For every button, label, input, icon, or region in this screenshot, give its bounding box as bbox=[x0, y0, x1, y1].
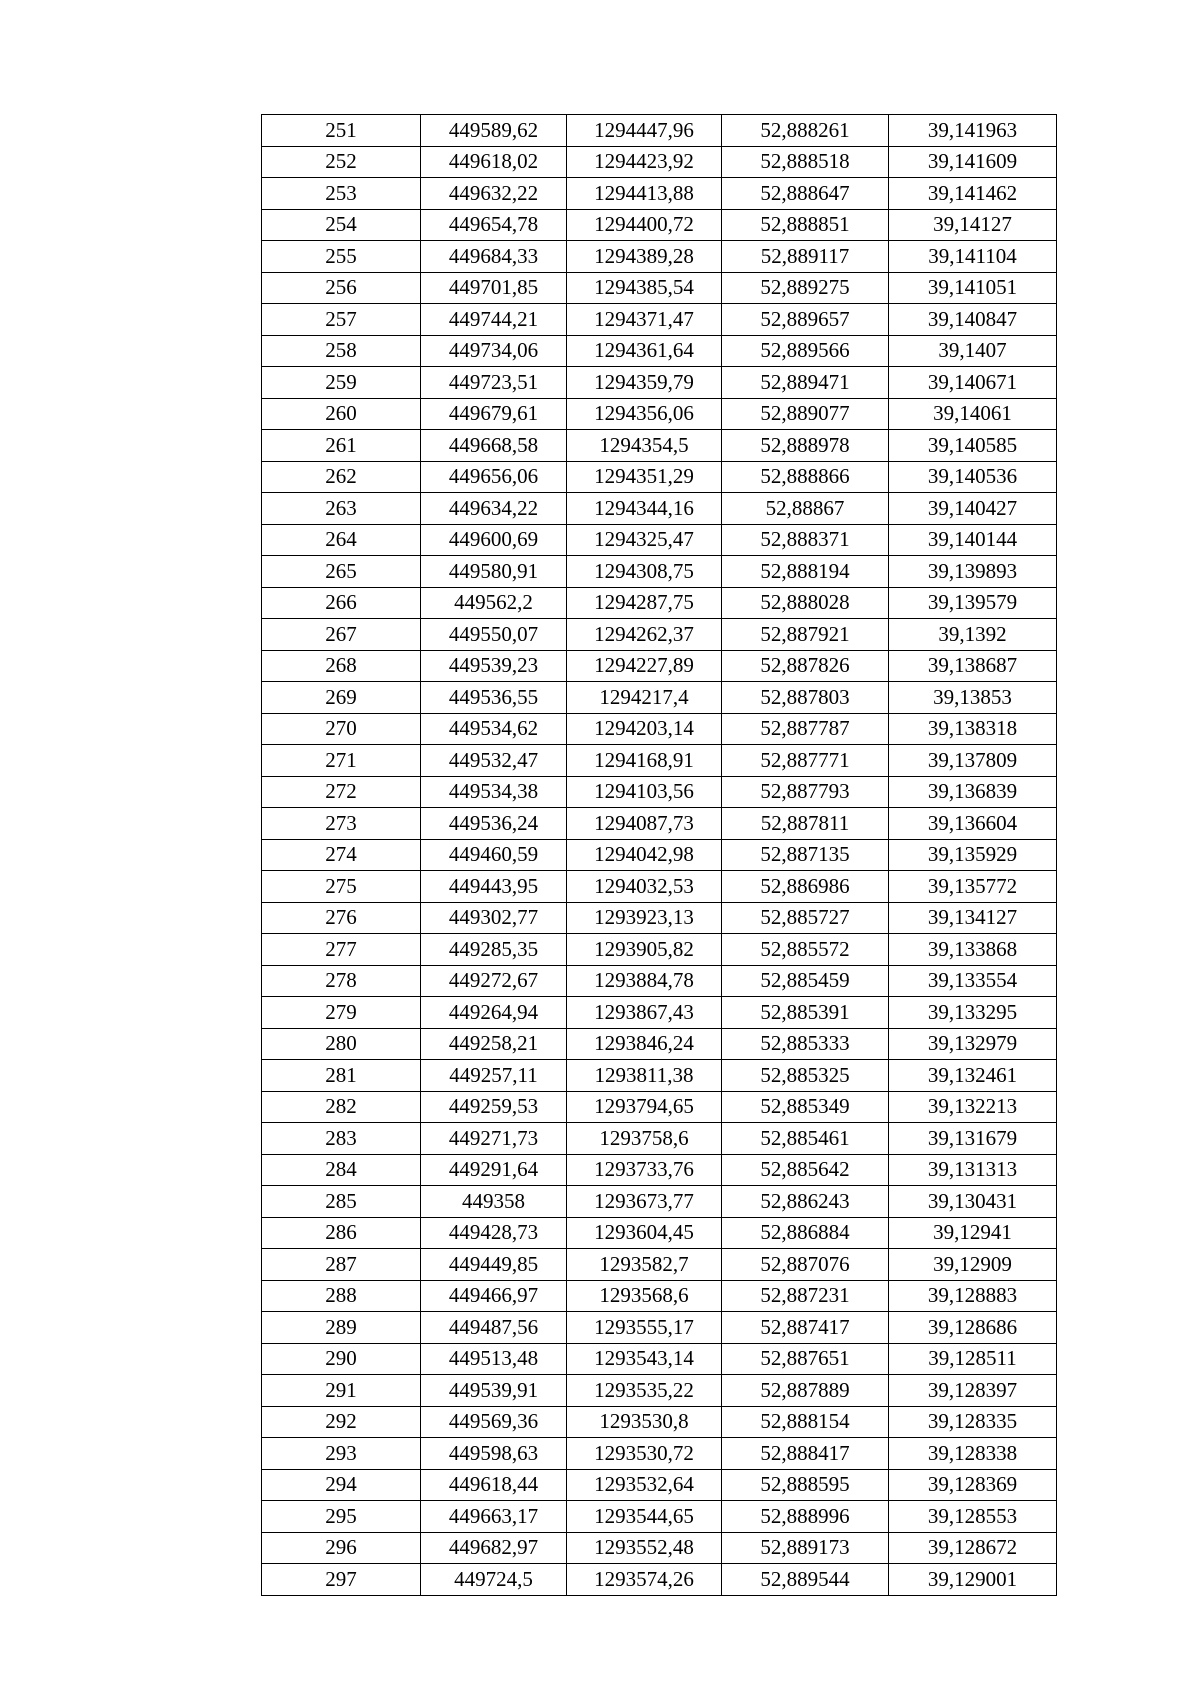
longitude-cell: 39,133554 bbox=[889, 965, 1057, 997]
point-number-cell: 278 bbox=[262, 965, 421, 997]
x-coordinate-cell: 449618,02 bbox=[421, 146, 567, 178]
x-coordinate-cell: 449428,73 bbox=[421, 1217, 567, 1249]
y-coordinate-cell: 1293555,17 bbox=[567, 1312, 722, 1344]
y-coordinate-cell: 1293568,6 bbox=[567, 1280, 722, 1312]
y-coordinate-cell: 1293758,6 bbox=[567, 1123, 722, 1155]
latitude-cell: 52,888028 bbox=[722, 587, 889, 619]
x-coordinate-cell: 449618,44 bbox=[421, 1469, 567, 1501]
latitude-cell: 52,887803 bbox=[722, 682, 889, 714]
point-number-cell: 286 bbox=[262, 1217, 421, 1249]
longitude-cell: 39,128553 bbox=[889, 1501, 1057, 1533]
longitude-cell: 39,13853 bbox=[889, 682, 1057, 714]
latitude-cell: 52,885642 bbox=[722, 1154, 889, 1186]
point-number-cell: 264 bbox=[262, 524, 421, 556]
y-coordinate-cell: 1293530,72 bbox=[567, 1438, 722, 1470]
x-coordinate-cell: 449271,73 bbox=[421, 1123, 567, 1155]
latitude-cell: 52,887651 bbox=[722, 1343, 889, 1375]
y-coordinate-cell: 1293574,26 bbox=[567, 1564, 722, 1596]
point-number-cell: 294 bbox=[262, 1469, 421, 1501]
y-coordinate-cell: 1293552,48 bbox=[567, 1532, 722, 1564]
longitude-cell: 39,128511 bbox=[889, 1343, 1057, 1375]
table-row bbox=[262, 335, 1057, 367]
point-number-cell: 276 bbox=[262, 902, 421, 934]
x-coordinate-cell: 449550,07 bbox=[421, 619, 567, 651]
latitude-cell: 52,886986 bbox=[722, 871, 889, 903]
longitude-cell: 39,132213 bbox=[889, 1091, 1057, 1123]
y-coordinate-cell: 1294325,47 bbox=[567, 524, 722, 556]
point-number-cell: 257 bbox=[262, 304, 421, 336]
point-number-cell: 295 bbox=[262, 1501, 421, 1533]
coordinates-table bbox=[261, 114, 1057, 1596]
x-coordinate-cell: 449569,36 bbox=[421, 1406, 567, 1438]
x-coordinate-cell: 449257,11 bbox=[421, 1060, 567, 1092]
table-row bbox=[262, 1438, 1057, 1470]
y-coordinate-cell: 1293544,65 bbox=[567, 1501, 722, 1533]
latitude-cell: 52,885325 bbox=[722, 1060, 889, 1092]
table-row bbox=[262, 1091, 1057, 1123]
y-coordinate-cell: 1294423,92 bbox=[567, 146, 722, 178]
longitude-cell: 39,141104 bbox=[889, 241, 1057, 273]
table-row bbox=[262, 997, 1057, 1029]
point-number-cell: 268 bbox=[262, 650, 421, 682]
table-row bbox=[262, 713, 1057, 745]
table-row bbox=[262, 1186, 1057, 1218]
point-number-cell: 281 bbox=[262, 1060, 421, 1092]
latitude-cell: 52,888851 bbox=[722, 209, 889, 241]
y-coordinate-cell: 1294287,75 bbox=[567, 587, 722, 619]
point-number-cell: 263 bbox=[262, 493, 421, 525]
longitude-cell: 39,14127 bbox=[889, 209, 1057, 241]
y-coordinate-cell: 1294400,72 bbox=[567, 209, 722, 241]
table-row bbox=[262, 587, 1057, 619]
table-row bbox=[262, 1564, 1057, 1596]
x-coordinate-cell: 449724,5 bbox=[421, 1564, 567, 1596]
y-coordinate-cell: 1294413,88 bbox=[567, 178, 722, 210]
y-coordinate-cell: 1293811,38 bbox=[567, 1060, 722, 1092]
x-coordinate-cell: 449358 bbox=[421, 1186, 567, 1218]
y-coordinate-cell: 1294361,64 bbox=[567, 335, 722, 367]
y-coordinate-cell: 1293846,24 bbox=[567, 1028, 722, 1060]
point-number-cell: 262 bbox=[262, 461, 421, 493]
point-number-cell: 261 bbox=[262, 430, 421, 462]
longitude-cell: 39,128369 bbox=[889, 1469, 1057, 1501]
x-coordinate-cell: 449684,33 bbox=[421, 241, 567, 273]
y-coordinate-cell: 1293794,65 bbox=[567, 1091, 722, 1123]
latitude-cell: 52,888595 bbox=[722, 1469, 889, 1501]
x-coordinate-cell: 449634,22 bbox=[421, 493, 567, 525]
table-row bbox=[262, 934, 1057, 966]
longitude-cell: 39,134127 bbox=[889, 902, 1057, 934]
table-row bbox=[262, 965, 1057, 997]
table-row bbox=[262, 1280, 1057, 1312]
x-coordinate-cell: 449723,51 bbox=[421, 367, 567, 399]
x-coordinate-cell: 449443,95 bbox=[421, 871, 567, 903]
point-number-cell: 289 bbox=[262, 1312, 421, 1344]
point-number-cell: 269 bbox=[262, 682, 421, 714]
longitude-cell: 39,1407 bbox=[889, 335, 1057, 367]
latitude-cell: 52,888261 bbox=[722, 115, 889, 147]
latitude-cell: 52,885349 bbox=[722, 1091, 889, 1123]
latitude-cell: 52,889173 bbox=[722, 1532, 889, 1564]
point-number-cell: 291 bbox=[262, 1375, 421, 1407]
table-row bbox=[262, 146, 1057, 178]
table-row bbox=[262, 1532, 1057, 1564]
x-coordinate-cell: 449600,69 bbox=[421, 524, 567, 556]
longitude-cell: 39,140427 bbox=[889, 493, 1057, 525]
x-coordinate-cell: 449487,56 bbox=[421, 1312, 567, 1344]
longitude-cell: 39,141051 bbox=[889, 272, 1057, 304]
longitude-cell: 39,128883 bbox=[889, 1280, 1057, 1312]
table-row bbox=[262, 493, 1057, 525]
longitude-cell: 39,128335 bbox=[889, 1406, 1057, 1438]
x-coordinate-cell: 449536,24 bbox=[421, 808, 567, 840]
y-coordinate-cell: 1293733,76 bbox=[567, 1154, 722, 1186]
point-number-cell: 292 bbox=[262, 1406, 421, 1438]
x-coordinate-cell: 449285,35 bbox=[421, 934, 567, 966]
longitude-cell: 39,132461 bbox=[889, 1060, 1057, 1092]
point-number-cell: 272 bbox=[262, 776, 421, 808]
longitude-cell: 39,139893 bbox=[889, 556, 1057, 588]
longitude-cell: 39,128338 bbox=[889, 1438, 1057, 1470]
y-coordinate-cell: 1293530,8 bbox=[567, 1406, 722, 1438]
y-coordinate-cell: 1294262,37 bbox=[567, 619, 722, 651]
x-coordinate-cell: 449259,53 bbox=[421, 1091, 567, 1123]
x-coordinate-cell: 449302,77 bbox=[421, 902, 567, 934]
table-row bbox=[262, 682, 1057, 714]
longitude-cell: 39,1392 bbox=[889, 619, 1057, 651]
longitude-cell: 39,140671 bbox=[889, 367, 1057, 399]
point-number-cell: 252 bbox=[262, 146, 421, 178]
y-coordinate-cell: 1294042,98 bbox=[567, 839, 722, 871]
y-coordinate-cell: 1293884,78 bbox=[567, 965, 722, 997]
table-row bbox=[262, 461, 1057, 493]
x-coordinate-cell: 449539,91 bbox=[421, 1375, 567, 1407]
point-number-cell: 251 bbox=[262, 115, 421, 147]
longitude-cell: 39,141963 bbox=[889, 115, 1057, 147]
point-number-cell: 266 bbox=[262, 587, 421, 619]
point-number-cell: 285 bbox=[262, 1186, 421, 1218]
point-number-cell: 275 bbox=[262, 871, 421, 903]
point-number-cell: 254 bbox=[262, 209, 421, 241]
table-row bbox=[262, 839, 1057, 871]
table-row bbox=[262, 619, 1057, 651]
y-coordinate-cell: 1294344,16 bbox=[567, 493, 722, 525]
longitude-cell: 39,12909 bbox=[889, 1249, 1057, 1281]
table-row bbox=[262, 650, 1057, 682]
x-coordinate-cell: 449682,97 bbox=[421, 1532, 567, 1564]
point-number-cell: 288 bbox=[262, 1280, 421, 1312]
table-row bbox=[262, 902, 1057, 934]
longitude-cell: 39,131313 bbox=[889, 1154, 1057, 1186]
table-row bbox=[262, 556, 1057, 588]
latitude-cell: 52,887826 bbox=[722, 650, 889, 682]
y-coordinate-cell: 1294389,28 bbox=[567, 241, 722, 273]
latitude-cell: 52,888518 bbox=[722, 146, 889, 178]
y-coordinate-cell: 1294356,06 bbox=[567, 398, 722, 430]
point-number-cell: 293 bbox=[262, 1438, 421, 1470]
y-coordinate-cell: 1294308,75 bbox=[567, 556, 722, 588]
latitude-cell: 52,885459 bbox=[722, 965, 889, 997]
point-number-cell: 279 bbox=[262, 997, 421, 1029]
x-coordinate-cell: 449536,55 bbox=[421, 682, 567, 714]
latitude-cell: 52,889117 bbox=[722, 241, 889, 273]
longitude-cell: 39,139579 bbox=[889, 587, 1057, 619]
latitude-cell: 52,888978 bbox=[722, 430, 889, 462]
latitude-cell: 52,887135 bbox=[722, 839, 889, 871]
x-coordinate-cell: 449656,06 bbox=[421, 461, 567, 493]
y-coordinate-cell: 1294351,29 bbox=[567, 461, 722, 493]
point-number-cell: 258 bbox=[262, 335, 421, 367]
table-row bbox=[262, 430, 1057, 462]
y-coordinate-cell: 1294103,56 bbox=[567, 776, 722, 808]
longitude-cell: 39,12941 bbox=[889, 1217, 1057, 1249]
table-row bbox=[262, 398, 1057, 430]
longitude-cell: 39,138687 bbox=[889, 650, 1057, 682]
point-number-cell: 255 bbox=[262, 241, 421, 273]
longitude-cell: 39,129001 bbox=[889, 1564, 1057, 1596]
latitude-cell: 52,889544 bbox=[722, 1564, 889, 1596]
point-number-cell: 273 bbox=[262, 808, 421, 840]
point-number-cell: 267 bbox=[262, 619, 421, 651]
x-coordinate-cell: 449668,58 bbox=[421, 430, 567, 462]
longitude-cell: 39,128686 bbox=[889, 1312, 1057, 1344]
x-coordinate-cell: 449534,62 bbox=[421, 713, 567, 745]
coordinates-table-body bbox=[262, 115, 1057, 1596]
longitude-cell: 39,133295 bbox=[889, 997, 1057, 1029]
table-row bbox=[262, 1406, 1057, 1438]
longitude-cell: 39,135772 bbox=[889, 871, 1057, 903]
latitude-cell: 52,887793 bbox=[722, 776, 889, 808]
longitude-cell: 39,14061 bbox=[889, 398, 1057, 430]
table-row bbox=[262, 1501, 1057, 1533]
table-row bbox=[262, 1312, 1057, 1344]
x-coordinate-cell: 449272,67 bbox=[421, 965, 567, 997]
latitude-cell: 52,889566 bbox=[722, 335, 889, 367]
latitude-cell: 52,887076 bbox=[722, 1249, 889, 1281]
latitude-cell: 52,888371 bbox=[722, 524, 889, 556]
x-coordinate-cell: 449291,64 bbox=[421, 1154, 567, 1186]
table-row bbox=[262, 524, 1057, 556]
x-coordinate-cell: 449513,48 bbox=[421, 1343, 567, 1375]
table-row bbox=[262, 178, 1057, 210]
latitude-cell: 52,888866 bbox=[722, 461, 889, 493]
x-coordinate-cell: 449539,23 bbox=[421, 650, 567, 682]
point-number-cell: 296 bbox=[262, 1532, 421, 1564]
point-number-cell: 290 bbox=[262, 1343, 421, 1375]
longitude-cell: 39,137809 bbox=[889, 745, 1057, 777]
y-coordinate-cell: 1294227,89 bbox=[567, 650, 722, 682]
latitude-cell: 52,887889 bbox=[722, 1375, 889, 1407]
longitude-cell: 39,131679 bbox=[889, 1123, 1057, 1155]
latitude-cell: 52,886243 bbox=[722, 1186, 889, 1218]
y-coordinate-cell: 1293673,77 bbox=[567, 1186, 722, 1218]
latitude-cell: 52,888194 bbox=[722, 556, 889, 588]
x-coordinate-cell: 449679,61 bbox=[421, 398, 567, 430]
longitude-cell: 39,132979 bbox=[889, 1028, 1057, 1060]
latitude-cell: 52,885391 bbox=[722, 997, 889, 1029]
latitude-cell: 52,887811 bbox=[722, 808, 889, 840]
longitude-cell: 39,128397 bbox=[889, 1375, 1057, 1407]
y-coordinate-cell: 1293905,82 bbox=[567, 934, 722, 966]
y-coordinate-cell: 1293532,64 bbox=[567, 1469, 722, 1501]
x-coordinate-cell: 449701,85 bbox=[421, 272, 567, 304]
longitude-cell: 39,141609 bbox=[889, 146, 1057, 178]
y-coordinate-cell: 1294354,5 bbox=[567, 430, 722, 462]
latitude-cell: 52,885333 bbox=[722, 1028, 889, 1060]
x-coordinate-cell: 449466,97 bbox=[421, 1280, 567, 1312]
y-coordinate-cell: 1294359,79 bbox=[567, 367, 722, 399]
latitude-cell: 52,885461 bbox=[722, 1123, 889, 1155]
latitude-cell: 52,888154 bbox=[722, 1406, 889, 1438]
longitude-cell: 39,140536 bbox=[889, 461, 1057, 493]
point-number-cell: 283 bbox=[262, 1123, 421, 1155]
point-number-cell: 274 bbox=[262, 839, 421, 871]
x-coordinate-cell: 449580,91 bbox=[421, 556, 567, 588]
latitude-cell: 52,888996 bbox=[722, 1501, 889, 1533]
table-row bbox=[262, 241, 1057, 273]
y-coordinate-cell: 1294217,4 bbox=[567, 682, 722, 714]
table-row bbox=[262, 1217, 1057, 1249]
table-row bbox=[262, 1060, 1057, 1092]
table-row bbox=[262, 776, 1057, 808]
table-row bbox=[262, 745, 1057, 777]
y-coordinate-cell: 1293582,7 bbox=[567, 1249, 722, 1281]
x-coordinate-cell: 449534,38 bbox=[421, 776, 567, 808]
point-number-cell: 259 bbox=[262, 367, 421, 399]
point-number-cell: 265 bbox=[262, 556, 421, 588]
point-number-cell: 270 bbox=[262, 713, 421, 745]
y-coordinate-cell: 1294385,54 bbox=[567, 272, 722, 304]
table-row bbox=[262, 1249, 1057, 1281]
longitude-cell: 39,135929 bbox=[889, 839, 1057, 871]
point-number-cell: 260 bbox=[262, 398, 421, 430]
x-coordinate-cell: 449663,17 bbox=[421, 1501, 567, 1533]
x-coordinate-cell: 449589,62 bbox=[421, 115, 567, 147]
y-coordinate-cell: 1294087,73 bbox=[567, 808, 722, 840]
table-row bbox=[262, 1343, 1057, 1375]
longitude-cell: 39,140144 bbox=[889, 524, 1057, 556]
y-coordinate-cell: 1293923,13 bbox=[567, 902, 722, 934]
y-coordinate-cell: 1293535,22 bbox=[567, 1375, 722, 1407]
table-row bbox=[262, 304, 1057, 336]
table-row bbox=[262, 1028, 1057, 1060]
y-coordinate-cell: 1294032,53 bbox=[567, 871, 722, 903]
y-coordinate-cell: 1294203,14 bbox=[567, 713, 722, 745]
table-row bbox=[262, 209, 1057, 241]
x-coordinate-cell: 449654,78 bbox=[421, 209, 567, 241]
point-number-cell: 287 bbox=[262, 1249, 421, 1281]
y-coordinate-cell: 1294371,47 bbox=[567, 304, 722, 336]
point-number-cell: 271 bbox=[262, 745, 421, 777]
x-coordinate-cell: 449562,2 bbox=[421, 587, 567, 619]
point-number-cell: 280 bbox=[262, 1028, 421, 1060]
table-row bbox=[262, 1469, 1057, 1501]
longitude-cell: 39,130431 bbox=[889, 1186, 1057, 1218]
latitude-cell: 52,889275 bbox=[722, 272, 889, 304]
latitude-cell: 52,88867 bbox=[722, 493, 889, 525]
x-coordinate-cell: 449744,21 bbox=[421, 304, 567, 336]
longitude-cell: 39,140585 bbox=[889, 430, 1057, 462]
latitude-cell: 52,886884 bbox=[722, 1217, 889, 1249]
x-coordinate-cell: 449598,63 bbox=[421, 1438, 567, 1470]
table-row bbox=[262, 808, 1057, 840]
latitude-cell: 52,887787 bbox=[722, 713, 889, 745]
table-row bbox=[262, 115, 1057, 147]
x-coordinate-cell: 449734,06 bbox=[421, 335, 567, 367]
latitude-cell: 52,887921 bbox=[722, 619, 889, 651]
point-number-cell: 297 bbox=[262, 1564, 421, 1596]
table-row bbox=[262, 1154, 1057, 1186]
x-coordinate-cell: 449532,47 bbox=[421, 745, 567, 777]
point-number-cell: 284 bbox=[262, 1154, 421, 1186]
table-row bbox=[262, 367, 1057, 399]
y-coordinate-cell: 1294168,91 bbox=[567, 745, 722, 777]
latitude-cell: 52,887771 bbox=[722, 745, 889, 777]
latitude-cell: 52,887231 bbox=[722, 1280, 889, 1312]
y-coordinate-cell: 1293604,45 bbox=[567, 1217, 722, 1249]
y-coordinate-cell: 1293867,43 bbox=[567, 997, 722, 1029]
x-coordinate-cell: 449460,59 bbox=[421, 839, 567, 871]
longitude-cell: 39,141462 bbox=[889, 178, 1057, 210]
latitude-cell: 52,888647 bbox=[722, 178, 889, 210]
longitude-cell: 39,138318 bbox=[889, 713, 1057, 745]
longitude-cell: 39,128672 bbox=[889, 1532, 1057, 1564]
latitude-cell: 52,887417 bbox=[722, 1312, 889, 1344]
point-number-cell: 282 bbox=[262, 1091, 421, 1123]
table-row bbox=[262, 1375, 1057, 1407]
point-number-cell: 256 bbox=[262, 272, 421, 304]
longitude-cell: 39,136604 bbox=[889, 808, 1057, 840]
latitude-cell: 52,885727 bbox=[722, 902, 889, 934]
x-coordinate-cell: 449258,21 bbox=[421, 1028, 567, 1060]
longitude-cell: 39,140847 bbox=[889, 304, 1057, 336]
x-coordinate-cell: 449264,94 bbox=[421, 997, 567, 1029]
longitude-cell: 39,133868 bbox=[889, 934, 1057, 966]
table-row bbox=[262, 1123, 1057, 1155]
latitude-cell: 52,889077 bbox=[722, 398, 889, 430]
table-row bbox=[262, 871, 1057, 903]
latitude-cell: 52,888417 bbox=[722, 1438, 889, 1470]
x-coordinate-cell: 449449,85 bbox=[421, 1249, 567, 1281]
longitude-cell: 39,136839 bbox=[889, 776, 1057, 808]
latitude-cell: 52,889657 bbox=[722, 304, 889, 336]
y-coordinate-cell: 1293543,14 bbox=[567, 1343, 722, 1375]
latitude-cell: 52,889471 bbox=[722, 367, 889, 399]
point-number-cell: 277 bbox=[262, 934, 421, 966]
x-coordinate-cell: 449632,22 bbox=[421, 178, 567, 210]
y-coordinate-cell: 1294447,96 bbox=[567, 115, 722, 147]
latitude-cell: 52,885572 bbox=[722, 934, 889, 966]
point-number-cell: 253 bbox=[262, 178, 421, 210]
table-row bbox=[262, 272, 1057, 304]
